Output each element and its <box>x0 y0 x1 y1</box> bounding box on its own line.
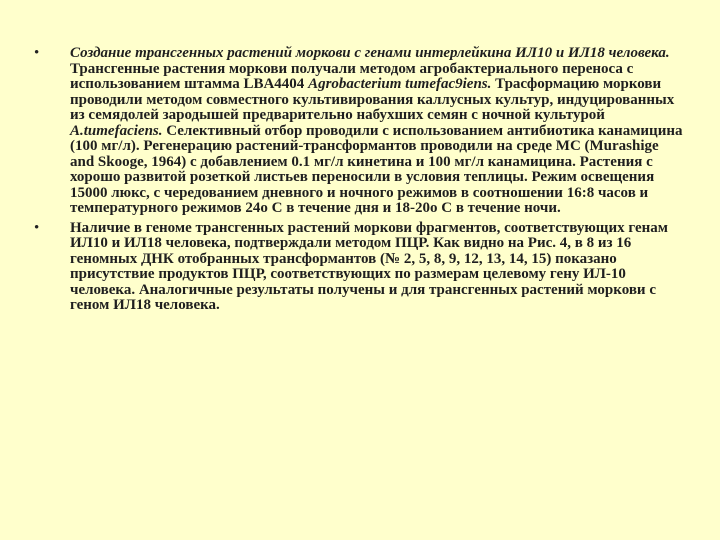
bullet-icon: • <box>34 219 40 236</box>
bullet-item-pcr-confirmation <box>34 221 684 314</box>
item-2-text: Наличие в геноме трансгенных растений моркови фрагментов, соответствующих генам ИЛ10 и ИЛ18 человека, подтверждали методом ПЦР. Как видно на Рис. 4, в 8 из 16 геномных ДНК отобранных трансформантов (№ 2, 5, 8, 9, 12, 13, 14, 15) показано присутствие продуктов ПЦР, соответствующих по размерам целевому гену ИЛ-10 человека. Аналогичные результаты получены и для трансгенных растений моркови с геном ИЛ18 человека. <box>70 219 668 313</box>
item-1-species-short: A.tumefaciens. <box>70 122 163 139</box>
item-1-text-c: Селективный отбор проводили с использованием антибиотика канамицина (100 мг/л). Регенерацию растений-трансформантов проводили на среде МС (Murashige and Skooge, 1964) с добавлением 0.1 мг/л кинетина и 100 мг/л канамицина. Растения с хорошо развитой розеткой листьев переносили в условия теплицы. Режим освещения 15000 люкс, с чередованием дневного и ночного режимов в соотношении 16:8 часов и температурного режимов 24о С в течение дня и 18-20о С в течение ночи. <box>70 122 683 216</box>
item-1-heading: Создание трансгенных растений моркови с генами интерлейкина ИЛ10 и ИЛ18 человека. <box>70 45 670 61</box>
item-1-text-b: Трасформацию моркови проводили методом совместного культивирования каллусных культур, индуцированных из семядолей зародышей предварительно набухших семян с ночной культурой <box>70 76 675 123</box>
item-1-text-a: Трансгенные растения моркови получали методом агробактериального переноса с использованием штамма LBA4404 <box>70 60 634 92</box>
bullet-icon: • <box>34 45 40 61</box>
bullet-list <box>34 46 684 318</box>
item-1-species: Agrobacterium tumefac9iens. <box>308 76 492 92</box>
bullet-item-transgenic-creation <box>34 46 684 217</box>
